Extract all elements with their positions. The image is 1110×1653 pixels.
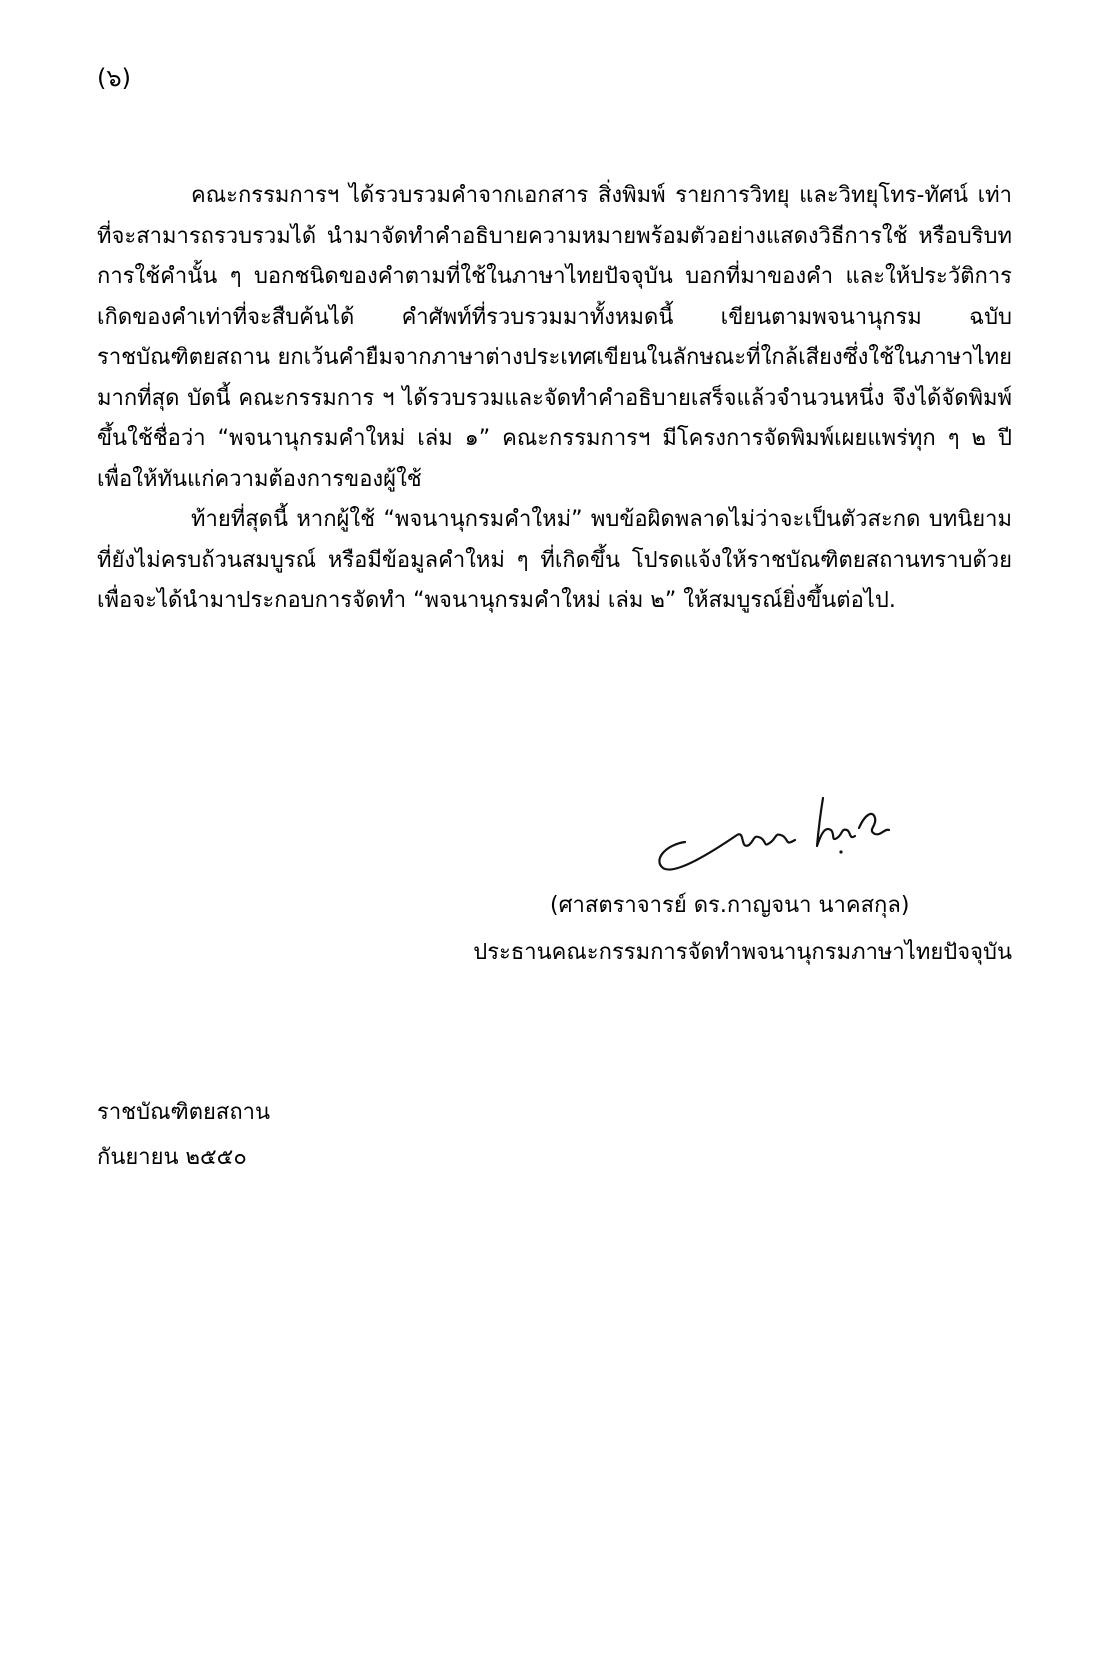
organization-name: ราชบัณฑิตยสถาน: [97, 1100, 271, 1125]
signer-name: (ศาสตราจารย์ ดร.กาญจนา นาคสกุล): [550, 893, 910, 918]
handwritten-signature: [645, 790, 895, 880]
body-text: [97, 176, 1012, 622]
paragraph-2: ท้ายที่สุดนี้ หากผู้ใช้ “พจนานุกรมคำใหม่” พบข้อผิดพลาดไม่ว่าจะเป็นตัวสะกด บทนิยามที่ยังไม่ครบถ้วนสมบูรณ์ หรือมีข้อมูลคำใหม่ ๆ ที่เกิดขึ้น โปรดแจ้งให้ราชบัณฑิตยสถานทราบด้วย เพื่อจะได้นำมาประกอบการจัดทำ “พจนานุกรมคำใหม่ เล่ม ๒” ให้สมบูรณ์ยิ่งขึ้นต่อไป.: [97, 507, 1012, 613]
document-date: กันยายน ๒๕๕๐: [97, 1145, 247, 1170]
paragraph-1: คณะกรรมการฯ ได้รวบรวมคำจากเอกสาร สิ่งพิมพ์ รายการวิทยุ และวิทยุโทร-ทัศน์ เท่าที่จะสามารถรวบรวมได้ นำมาจัดทำคำอธิบายความหมายพร้อมตัวอย่างแสดงวิธีการใช้ หรือบริบทการใช้คำนั้น ๆ บอกชนิดของคำตามที่ใช้ในภาษาไทยปัจจุบัน บอกที่มาของคำ และให้ประวัติการเกิดของคำเท่าที่จะสืบค้นได้ คำศัพท์ที่รวบรวมมาทั้งหมดนี้ เขียนตามพจนานุกรม ฉบับราชบัณฑิตยสถาน ยกเว้นคำยืมจากภาษาต่างประเทศเขียนในลักษณะที่ใกล้เสียงซึ่งใช้ในภาษาไทยมากที่สุด บัดนี้ คณะกรรมการ ฯ ได้รวบรวมและจัดทำคำอธิบายเสร็จแล้วจำนวนหนึ่ง จึงได้จัดพิมพ์ขึ้นใช้ชื่อว่า “พจนานุกรมคำใหม่ เล่ม ๑” คณะกรรมการฯ มีโครงการจัดพิมพ์เผยแพร่ทุก ๆ ๒ ปี เพื่อให้ทันแก่ความต้องการของผู้ใช้: [97, 183, 1012, 492]
signer-title: ประธานคณะกรรมการจัดทำพจนานุกรมภาษาไทยปัจจุบัน: [473, 940, 1012, 965]
page-number: (๖): [97, 64, 131, 92]
closing-block: [97, 1090, 270, 1180]
